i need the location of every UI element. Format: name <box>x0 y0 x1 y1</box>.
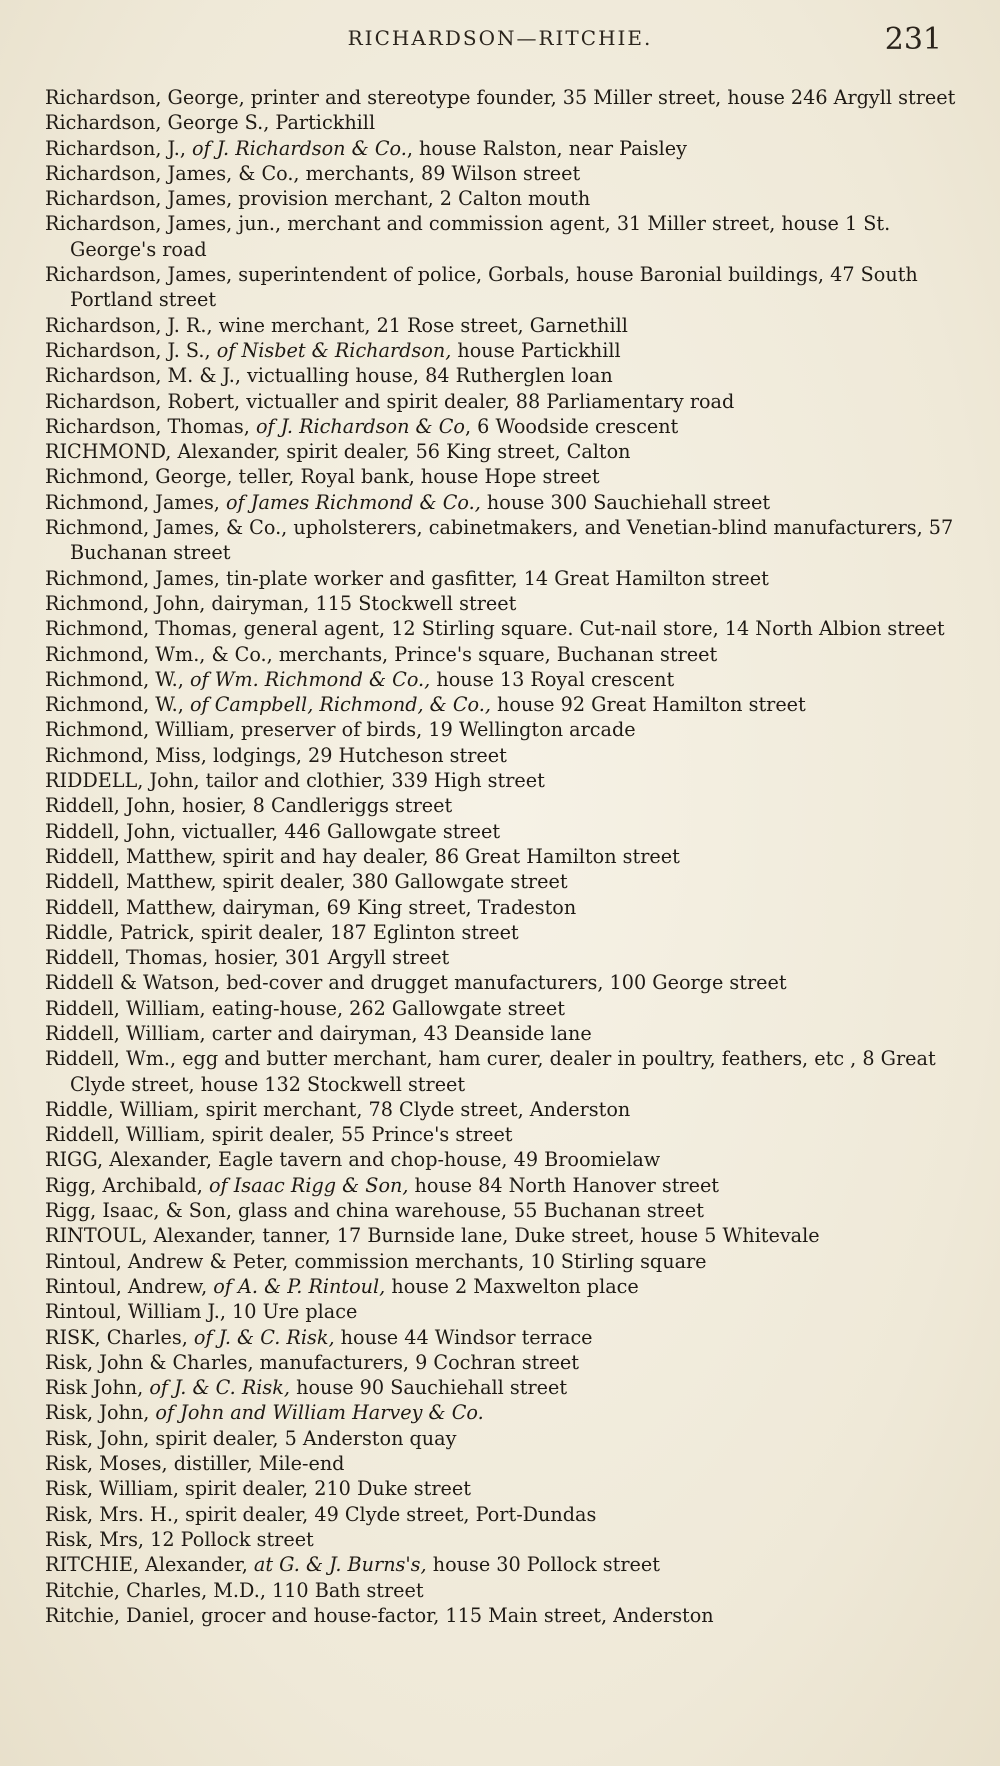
entry-text: Riddell, Matthew, spirit and hay dealer, 86 Great Hamilton street <box>45 844 680 868</box>
entry-text: Richmond, W., <box>45 667 190 691</box>
entry-text: Risk, Mrs. H., spirit dealer, 49 Clyde street, Port-Dundas <box>45 1502 597 1526</box>
directory-entry <box>45 85 960 110</box>
entry-text: Richmond, John, dairyman, 115 Stockwell street <box>45 591 517 615</box>
entry-text: house 90 Sauchiehall street <box>290 1376 568 1400</box>
directory-entry <box>45 970 960 995</box>
entry-text: Richardson, Robert, victualler and spirit dealer, 88 Parliamentary road <box>45 389 735 413</box>
directory-entry <box>45 1502 960 1527</box>
entry-text: Risk John, <box>45 1376 150 1400</box>
directory-entry <box>45 616 960 641</box>
directory-entry <box>45 1451 960 1476</box>
directory-entry <box>45 793 960 818</box>
entry-text: Rigg, Archibald, <box>45 1173 209 1197</box>
entry-text: Riddell, William, spirit dealer, 55 Prince's street <box>45 1123 513 1147</box>
directory-entry <box>45 363 960 388</box>
directory-entry <box>45 1147 960 1172</box>
entry-text: Richmond, George, teller, Royal bank, house Hope street <box>45 465 600 489</box>
entry-firm-reference: of John and William Harvey & Co. <box>155 1401 484 1425</box>
directory-entry <box>45 768 960 793</box>
directory-entry <box>45 262 960 313</box>
entry-text: Richmond, James, & Co., upholsterers, cabinetmakers, and Venetian-blind manufacturers, 57 Buchanan street <box>45 516 954 565</box>
entry-text: Risk, Mrs, 12 Pollock street <box>45 1527 314 1551</box>
entry-text: Richmond, James, <box>45 490 226 514</box>
directory-entry <box>45 566 960 591</box>
directory-entry <box>45 717 960 742</box>
directory-entry <box>45 1476 960 1501</box>
entry-text: house Partickhill <box>451 338 621 362</box>
directory-entry <box>45 1122 960 1147</box>
entry-text: Rintoul, Andrew & Peter, commission merchants, 10 Stirling square <box>45 1249 707 1273</box>
entry-text: Riddell, John, victualler, 446 Gallowgate street <box>45 819 501 843</box>
entry-text: Richardson, James, & Co., merchants, 89 Wilson street <box>45 161 581 185</box>
entry-text: RITCHIE, Alexander, <box>45 1553 254 1577</box>
directory-entry <box>45 161 960 186</box>
directory-entry <box>45 869 960 894</box>
directory-entry <box>45 490 960 515</box>
directory-entry <box>45 1299 960 1324</box>
entry-text: Risk, William, spirit dealer, 210 Duke street <box>45 1477 471 1501</box>
entry-text: Riddell, Wm., egg and butter merchant, ham curer, dealer in poultry, feathers, etc , 8 Great Clyde street, house 132 Stockwell street <box>45 1047 936 1096</box>
directory-entry <box>45 844 960 869</box>
entry-text: Rintoul, William J., 10 Ure place <box>45 1300 358 1324</box>
directory-entry <box>45 1400 960 1425</box>
entry-text: Riddell, Matthew, spirit dealer, 380 Gallowgate street <box>45 870 568 894</box>
entry-text: Risk, John, <box>45 1401 156 1425</box>
entry-text: house 44 Windsor terrace <box>334 1325 593 1349</box>
page-header <box>0 22 1000 72</box>
entry-text: Riddell, Matthew, dairyman, 69 King street, Tradeston <box>45 895 577 919</box>
directory-entry <box>45 895 960 920</box>
directory-entry <box>45 1325 960 1350</box>
directory-entry <box>45 1527 960 1552</box>
directory-entry <box>45 1249 960 1274</box>
directory-entry <box>45 1046 960 1097</box>
entry-text: RIGG, Alexander, Eagle tavern and chop-house, 49 Broomielaw <box>45 1148 661 1172</box>
entry-firm-reference: of Nisbet & Richardson, <box>216 338 452 362</box>
entry-text: Richmond, Thomas, general agent, 12 Stirling square. Cut-nail store, 14 North Albion street <box>45 617 945 641</box>
directory-entry <box>45 1097 960 1122</box>
directory-entry <box>45 1426 960 1451</box>
entry-text: Richmond, Miss, lodgings, 29 Hutcheson street <box>45 743 507 767</box>
directory-entries <box>45 85 960 1628</box>
entry-text: , 6 Woodside crescent <box>464 414 679 438</box>
directory-entry <box>45 338 960 363</box>
entry-text: Richmond, William, preserver of birds, 19 Wellington arcade <box>45 718 636 742</box>
entry-firm-reference: of J. & C. Risk, <box>193 1325 335 1349</box>
entry-text: Ritchie, Charles, M.D., 110 Bath street <box>45 1578 424 1602</box>
entry-text: Richardson, J. S., <box>45 338 217 362</box>
directory-entry <box>45 920 960 945</box>
entry-text: Rigg, Isaac, & Son, glass and china warehouse, 55 Buchanan street <box>45 1199 704 1223</box>
entry-text: Riddell, William, eating-house, 262 Gallowgate street <box>45 996 565 1020</box>
entry-firm-reference: of Wm. Richmond & Co., <box>189 667 431 691</box>
directory-entry <box>45 1603 960 1628</box>
running-head: RICHARDSON—RITCHIE. <box>347 26 653 50</box>
entry-firm-reference: of A. & P. Rintoul, <box>213 1274 386 1298</box>
entry-text: RINTOUL, Alexander, tanner, 17 Burnside lane, Duke street, house 5 Whitevale <box>45 1224 820 1248</box>
entry-firm-reference: of Campbell, Richmond, & Co., <box>189 693 491 717</box>
directory-entry <box>45 1021 960 1046</box>
entry-text: Riddell, John, hosier, 8 Candleriggs street <box>45 794 453 818</box>
entry-text: house 2 Maxwelton place <box>385 1274 639 1298</box>
entry-text: Richardson, Thomas, <box>45 414 256 438</box>
directory-entry <box>45 1223 960 1248</box>
directory-entry <box>45 1173 960 1198</box>
directory-entry <box>45 313 960 338</box>
directory-entry <box>45 186 960 211</box>
entry-text: Riddle, William, spirit merchant, 78 Clyde street, Anderston <box>45 1097 631 1121</box>
entry-text: Riddell, William, carter and dairyman, 43 Deanside lane <box>45 1021 592 1045</box>
directory-entry <box>45 414 960 439</box>
entry-text: Ritchie, Daniel, grocer and house-factor, 115 Main street, Anderston <box>45 1603 714 1627</box>
directory-entry <box>45 692 960 717</box>
entry-firm-reference: of J. Richardson & Co <box>255 414 465 438</box>
entry-text: Richardson, James, jun., merchant and commission agent, 31 Miller street, house 1 St. George's road <box>45 212 891 261</box>
directory-entry <box>45 1375 960 1400</box>
entry-text: Riddell & Watson, bed-cover and drugget manufacturers, 100 George street <box>45 971 787 995</box>
entry-text: RISK, Charles, <box>45 1325 194 1349</box>
entry-text: Richardson, J., <box>45 136 193 160</box>
entry-firm-reference: of James Richmond & Co., <box>226 490 481 514</box>
directory-entry <box>45 464 960 489</box>
entry-firm-reference: at G. & J. Burns's, <box>253 1553 427 1577</box>
directory-entry <box>45 1350 960 1375</box>
entry-text: RIDDELL, John, tailor and clothier, 339 High street <box>45 769 545 793</box>
entry-text: Richardson, George, printer and stereotype founder, 35 Miller street, house 246 Argyll street <box>45 86 956 109</box>
directory-entry <box>45 439 960 464</box>
directory-entry <box>45 642 960 667</box>
entry-firm-reference: of J. Richardson & Co. <box>192 136 407 160</box>
entry-text: Risk, Moses, distiller, Mile-end <box>45 1452 345 1476</box>
entry-text: Richmond, James, tin-plate worker and gasfitter, 14 Great Hamilton street <box>45 566 769 590</box>
entry-text: Richardson, M. & J., victualling house, 84 Rutherglen loan <box>45 364 613 388</box>
entry-text: Rintoul, Andrew, <box>45 1274 214 1298</box>
entry-text: house 84 North Hanover street <box>408 1173 720 1197</box>
entry-text: house 300 Sauchiehall street <box>480 490 771 514</box>
directory-entry <box>45 1578 960 1603</box>
entry-text: house 92 Great Hamilton street <box>490 693 806 717</box>
page-number: 231 <box>884 22 942 57</box>
directory-entry <box>45 515 960 566</box>
entry-text: Risk, John & Charles, manufacturers, 9 Cochran street <box>45 1350 579 1374</box>
entry-text: , house Ralston, near Paisley <box>406 136 687 160</box>
directory-entry <box>45 819 960 844</box>
entry-firm-reference: of Isaac Rigg & Son, <box>208 1173 409 1197</box>
directory-entry <box>45 389 960 414</box>
entry-text: Richardson, George S., Partickhill <box>45 111 376 135</box>
entry-text: Richardson, James, provision merchant, 2 Calton mouth <box>45 187 591 211</box>
entry-text: Richardson, James, superintendent of police, Gorbals, house Baronial buildings, 47 South Portland street <box>45 263 918 312</box>
entry-text: Richmond, W., <box>45 693 190 717</box>
directory-entry <box>45 211 960 262</box>
directory-entry <box>45 136 960 161</box>
entry-text: Riddle, Patrick, spirit dealer, 187 Eglinton street <box>45 920 519 944</box>
directory-entry <box>45 1552 960 1577</box>
directory-entry <box>45 945 960 970</box>
directory-entry <box>45 743 960 768</box>
entry-text: Richmond, Wm., & Co., merchants, Prince's square, Buchanan street <box>45 642 718 666</box>
entry-text: house 30 Pollock street <box>426 1553 660 1577</box>
entry-text: Richardson, J. R., wine merchant, 21 Rose street, Garnethill <box>45 313 628 337</box>
entry-text: house 13 Royal crescent <box>430 667 675 691</box>
directory-entry <box>45 110 960 135</box>
entry-text: RICHMOND, Alexander, spirit dealer, 56 King street, Calton <box>45 440 631 464</box>
entry-text: Risk, John, spirit dealer, 5 Anderston quay <box>45 1426 457 1450</box>
entry-text: Riddell, Thomas, hosier, 301 Argyll street <box>45 946 450 970</box>
directory-entry <box>45 667 960 692</box>
directory-entry <box>45 1198 960 1223</box>
directory-entry <box>45 591 960 616</box>
directory-entry <box>45 996 960 1021</box>
directory-entry <box>45 1274 960 1299</box>
entry-firm-reference: of J. & C. Risk, <box>149 1376 291 1400</box>
